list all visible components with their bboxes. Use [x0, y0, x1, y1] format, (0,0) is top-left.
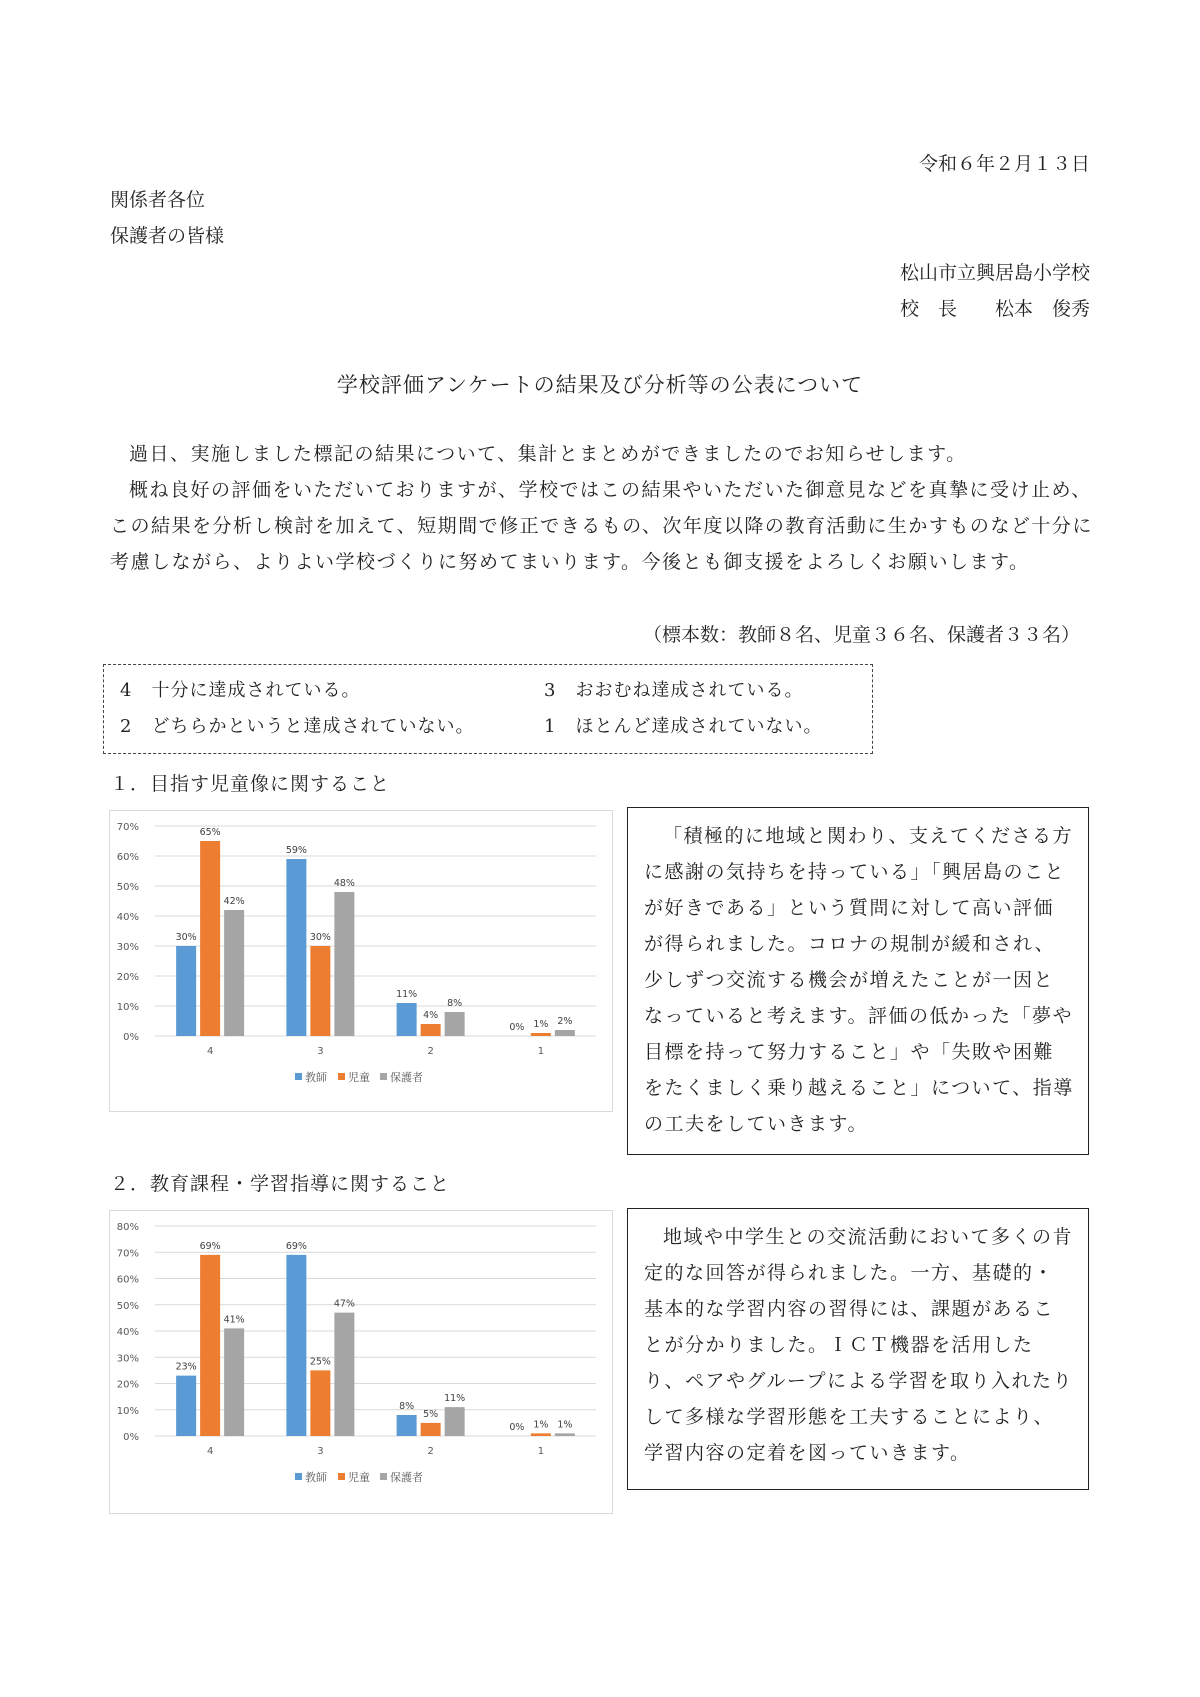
legend-label: 児童 [348, 1071, 370, 1084]
data-label: 0% [509, 1422, 525, 1433]
bar-教師 [176, 946, 196, 1036]
data-label: 41% [223, 1314, 245, 1326]
bar-教師 [397, 1415, 417, 1436]
bar-児童 [531, 1433, 551, 1436]
section-1-heading: １．目指す児童像に関すること [110, 773, 391, 795]
y-tick-label: 50% [116, 882, 139, 893]
addressee-stakeholders: 関係者各位 [110, 189, 206, 211]
x-tick-label: 4 [206, 1046, 214, 1057]
section-1-comment-box [627, 807, 1089, 1155]
data-label: 5% [423, 1408, 439, 1420]
x-tick-label: 3 [317, 1046, 324, 1057]
intro-text [110, 436, 1095, 580]
school-name: 松山市立興居島小学校 [899, 262, 1090, 284]
data-label: 4% [423, 1010, 439, 1021]
data-label: 30% [309, 932, 331, 943]
document-title: 学校評価アンケートの結果及び分析等の公表について [336, 373, 864, 397]
bar-教師 [397, 1003, 417, 1036]
data-label: 1% [533, 1419, 549, 1431]
legend-label: 保護者 [390, 1471, 423, 1484]
chart-2 [110, 1211, 612, 1513]
data-label: 42% [223, 896, 245, 907]
bar-保護者 [555, 1030, 575, 1036]
data-label: 47% [333, 1298, 355, 1310]
y-tick-label: 50% [116, 1300, 139, 1312]
x-tick-label: 1 [537, 1446, 545, 1457]
y-tick-label: 40% [116, 912, 139, 923]
x-tick-label: 1 [537, 1046, 545, 1057]
y-tick-label: 40% [116, 1327, 139, 1338]
y-tick-label: 30% [116, 942, 139, 953]
bar-児童 [200, 841, 220, 1036]
section-2-comment-box [627, 1208, 1089, 1490]
bar-教師 [286, 859, 306, 1036]
bar-児童 [531, 1033, 551, 1036]
y-tick-label: 20% [116, 972, 139, 983]
data-label: 11% [444, 1393, 466, 1405]
legend-label: 教師 [305, 1071, 327, 1084]
scale-item-4: 4 十分に達成されている。 [120, 680, 361, 701]
data-label: 8% [399, 1401, 415, 1412]
x-tick-label: 4 [206, 1446, 214, 1457]
document-date: 令和６年２月１３日 [918, 153, 1090, 175]
addressee-guardians: 保護者の皆様 [110, 225, 225, 247]
bar-保護者 [445, 1012, 465, 1036]
data-label: 8% [447, 998, 463, 1009]
section-1-comment: 「積極的に地域と関わり、支えてくださる方に感謝の気持ちを持っている」「興居島のことが好きである」という質問に対して高い評価が得られました。コロナの規制が緩和され、少しずつ交流する機会が増えたことが一因となっていると考えます。評価の低かった「夢や目標を持って努力すること」や「失敗や困難をたくましく乗り越えること」について、指導の工夫をしていきます。 [644, 825, 1074, 1135]
y-tick-label: 70% [116, 822, 139, 833]
legend-swatch [338, 1073, 345, 1080]
bar-教師 [286, 1255, 306, 1436]
chart-2-container [109, 1210, 613, 1514]
data-label: 48% [333, 878, 355, 889]
data-label: 1% [557, 1419, 573, 1431]
data-label: 30% [175, 932, 197, 943]
legend-label: 保護者 [390, 1071, 423, 1084]
x-tick-label: 2 [427, 1446, 434, 1457]
legend-swatch [295, 1473, 302, 1480]
chart-1 [110, 811, 612, 1111]
data-label: 25% [309, 1356, 331, 1368]
x-tick-label: 3 [317, 1446, 324, 1457]
scale-item-2: 2 どちらかというと達成されていない。 [120, 716, 475, 737]
legend-swatch [338, 1473, 345, 1480]
intro-paragraph-2: 概ね良好の評価をいただいておりますが、学校ではこの結果やいただいた御意見などを真摯に受け止め、この結果を分析し検討を加えて、短期間で修正できるもの、次年度以降の教育活動に生かすものなど十分に考慮しながら、よりよい学校づくりに努めてまいります。今後とも御支援をよろしくお願いします。 [110, 479, 1093, 573]
bar-保護者 [224, 910, 244, 1036]
bar-保護者 [224, 1328, 244, 1436]
data-label: 59% [285, 845, 307, 856]
y-tick-label: 80% [116, 1222, 139, 1233]
sample-size: （標本数：教師８名、児童３６名、保護者３３名） [642, 624, 1080, 646]
y-tick-label: 10% [116, 1405, 139, 1417]
legend-swatch [295, 1073, 302, 1080]
rating-scale-legend [103, 664, 873, 754]
chart-1-container [109, 810, 613, 1112]
data-label: 1% [533, 1019, 549, 1030]
legend-label: 児童 [348, 1471, 370, 1484]
y-tick-label: 0% [123, 1032, 139, 1043]
bar-児童 [200, 1255, 220, 1436]
scale-item-3: 3 おおむね達成されている。 [544, 680, 804, 701]
scale-item-1: 1 ほとんど達成されていない。 [544, 716, 823, 737]
section-2-heading: ２．教育課程・学習指導に関すること [110, 1173, 451, 1195]
y-tick-label: 10% [116, 1002, 139, 1013]
bar-保護者 [334, 1313, 354, 1436]
bar-保護者 [334, 892, 354, 1036]
bar-保護者 [555, 1433, 575, 1436]
data-label: 65% [199, 827, 221, 838]
y-tick-label: 20% [116, 1379, 139, 1391]
bar-児童 [421, 1024, 441, 1036]
legend-swatch [380, 1073, 387, 1080]
legend-swatch [380, 1473, 387, 1480]
data-label: 69% [199, 1240, 221, 1252]
y-tick-label: 70% [116, 1248, 139, 1260]
y-tick-label: 30% [116, 1353, 139, 1365]
bar-教師 [176, 1376, 196, 1436]
bar-児童 [310, 946, 330, 1036]
bar-保護者 [445, 1407, 465, 1436]
legend-label: 教師 [305, 1471, 327, 1484]
y-tick-label: 60% [116, 852, 139, 863]
data-label: 23% [175, 1361, 197, 1373]
y-tick-label: 60% [116, 1274, 139, 1286]
data-label: 11% [396, 989, 418, 1000]
bar-児童 [310, 1370, 330, 1436]
data-label: 0% [509, 1022, 525, 1033]
section-2-comment: 地域や中学生との交流活動において多くの肯定的な回答が得られました。一方、基礎的・基本的な学習内容の習得には、課題があることが分かりました。ＩＣＴ機器を活用したり、ペアやグループによる学習を取り入れたりして多様な学習形態を工夫することにより、学習内容の定着を図っていきます。 [644, 1226, 1074, 1464]
y-tick-label: 0% [123, 1432, 139, 1443]
data-label: 69% [285, 1240, 307, 1252]
principal-name: 校 長 松本 俊秀 [899, 298, 1090, 320]
intro-paragraph-1: 過日、実施しました標記の結果について、集計とまとめができましたのでお知らせします。 [129, 443, 967, 465]
x-tick-label: 2 [427, 1046, 434, 1057]
bar-児童 [421, 1423, 441, 1436]
data-label: 2% [557, 1016, 573, 1027]
